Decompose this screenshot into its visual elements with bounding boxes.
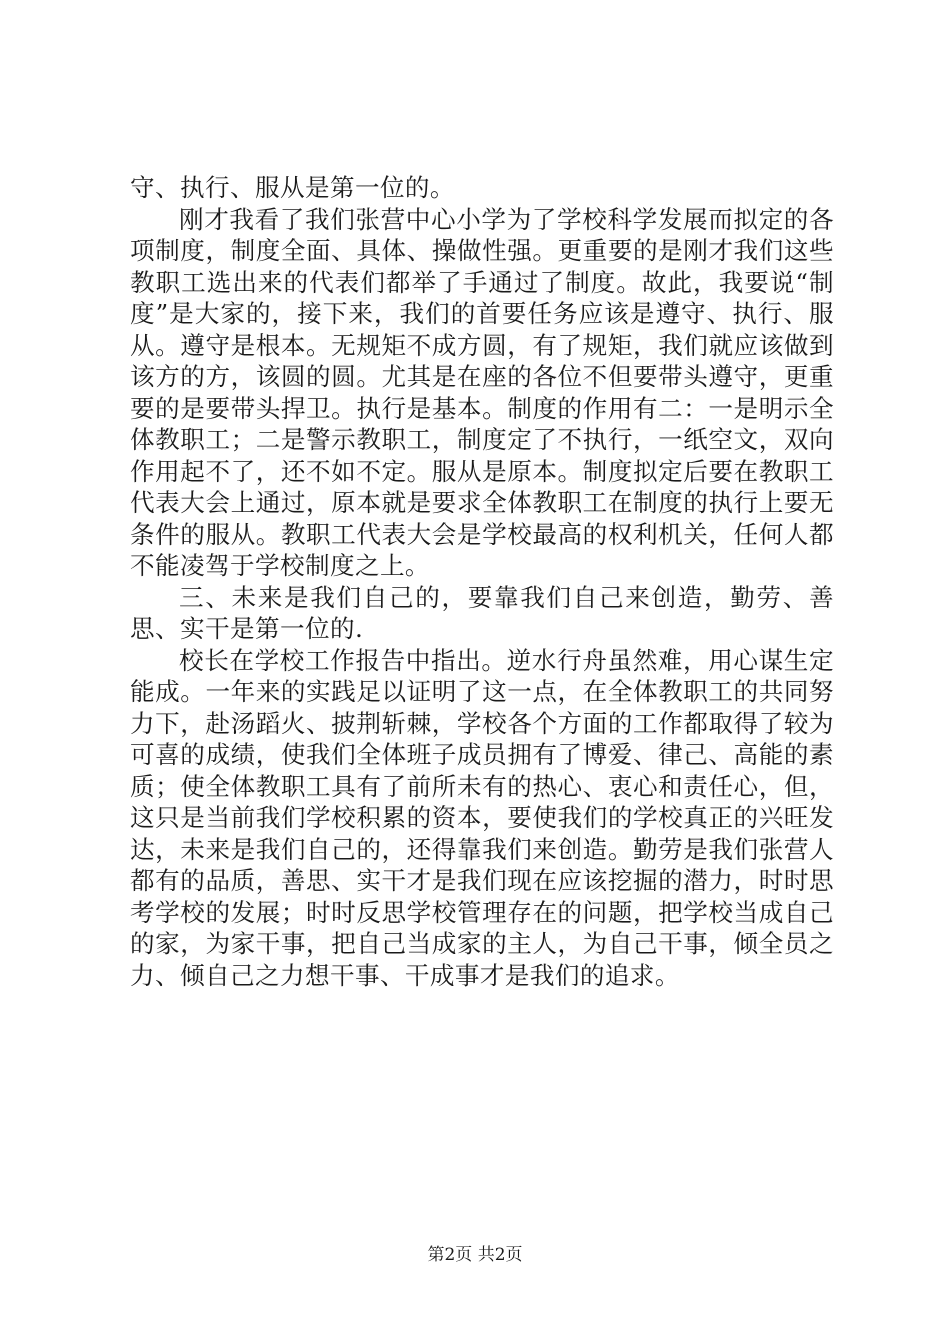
paragraph-1: 守、执行、服从是第一位的。	[130, 173, 455, 202]
paragraph-4: 校长在学校工作报告中指出。逆水行舟虽然难，用心谋生定能成。一年来的实践足以证明了这一点，在全体教职工的共同努力下，赴汤蹈火、披荆斩棘，学校各个方面的工作都取得了较为可喜的成绩，使我们全体班子成员拥有了博爱、律己、高能的素质；使全体教职工具有了前所未有的热心、衷心和责任心，但，这只是当前我们学校积累的资本，要使我们的学校真正的兴旺发达，未来是我们自己的，还得靠我们来创造。勤劳是我们张营人都有的品质，善思、实干才是我们现在应该挖掘的潜力，时时思考学校的发展；时时反思学校管理存在的问题，把学校当成自己的家，为家干事，把自己当成家的主人，为自己干事，倾全员之力、倾自己之力想干事、干成事才是我们的追求。	[130, 645, 834, 990]
document-body	[130, 172, 834, 991]
paragraph-2: 刚才我看了我们张营中心小学为了学校科学发展而拟定的各项制度，制度全面、具体、操做性强。更重要的是刚才我们这些教职工选出来的代表们都举了手通过了制度。故此，我要说“制度”是大家的，接下来，我们的首要任务应该是遵守、执行、服从。遵守是根本。无规矩不成方圆，有了规矩，我们就应该做到该方的方，该圆的圆。尤其是在座的各位不但要带头遵守，更重要的是要带头捍卫。执行是基本。制度的作用有二：一是明示全体教职工；二是警示教职工，制度定了不执行，一纸空文，双向作用起不了，还不如不定。服从是原本。制度拟定后要在教职工代表大会上通过，原本就是要求全体教职工在制度的执行上要无条件的服从。教职工代表大会是学校最高的权利机关，任何人都不能凌驾于学校制度之上。	[130, 204, 834, 580]
page-footer: 第2页 共2页	[427, 1245, 523, 1265]
paragraph-3: 三、未来是我们自己的，要靠我们自己来创造，勤劳、善思、实干是第一位的.	[130, 582, 834, 643]
